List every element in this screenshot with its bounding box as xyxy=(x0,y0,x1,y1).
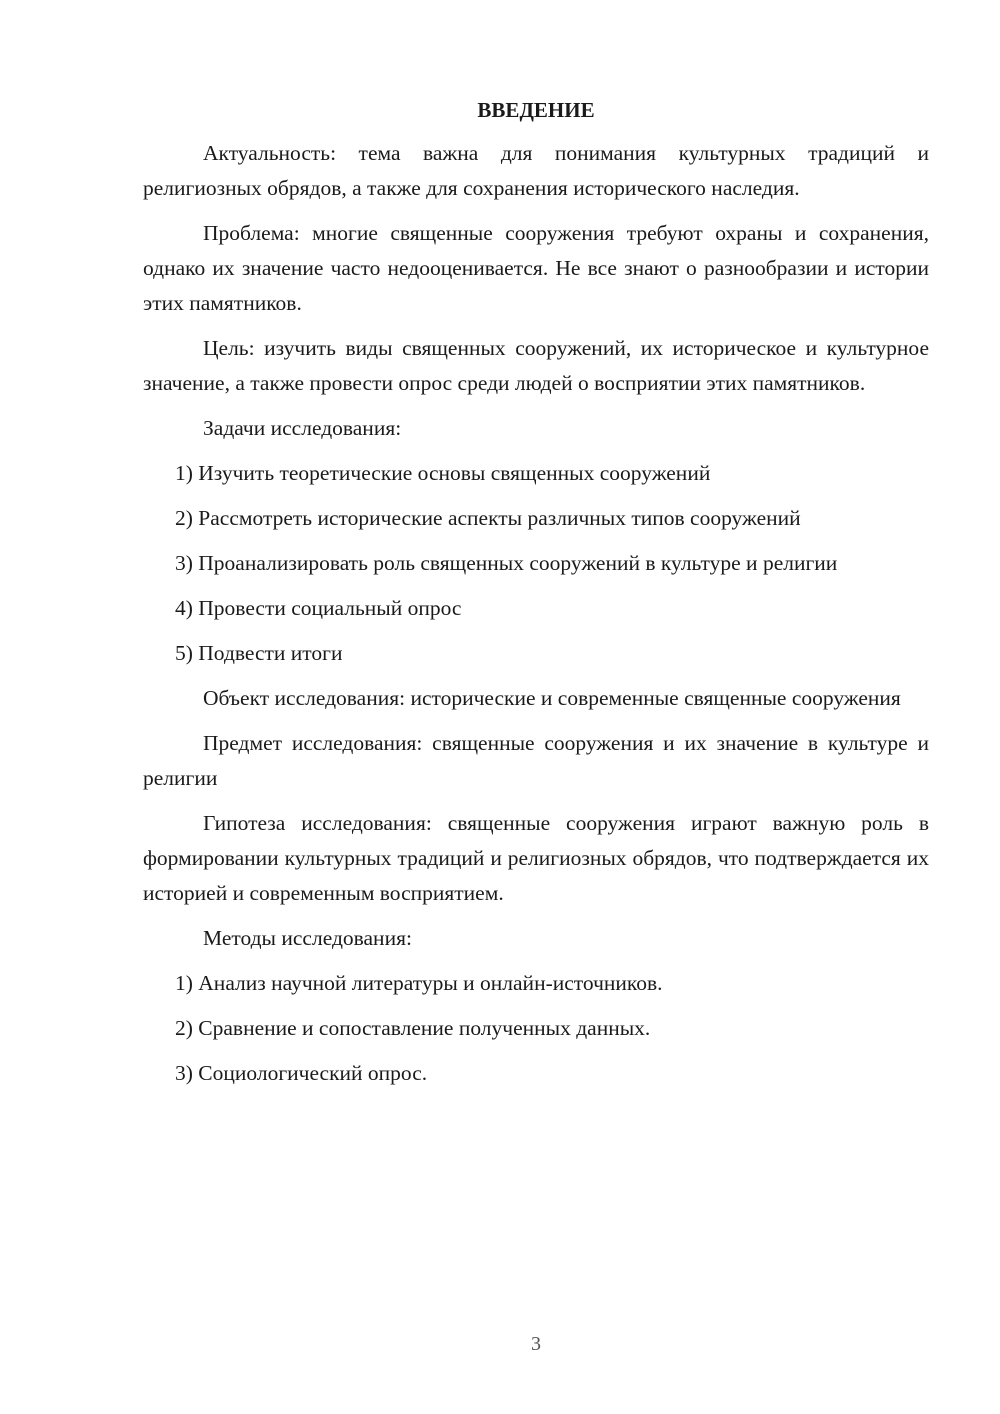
paragraph-hypothesis: Гипотеза исследования: священные сооружения играют важную роль в формировании культурных традиций и религиозных обрядов, что подтверждается их историей и современным восприятием. xyxy=(143,811,929,905)
method-item-2: 2) Сравнение и сопоставление полученных данных. xyxy=(175,1016,651,1040)
page-number: 3 xyxy=(531,1333,541,1355)
task-item-2: 2) Рассмотреть исторические аспекты различных типов сооружений xyxy=(175,506,801,530)
document-page xyxy=(143,90,929,1101)
task-item-1: 1) Изучить теоретические основы священных сооружений xyxy=(175,461,711,485)
method-item-1: 1) Анализ научной литературы и онлайн-источников. xyxy=(175,971,663,995)
task-item-5: 5) Подвести итоги xyxy=(175,641,343,665)
tasks-heading: Задачи исследования: xyxy=(203,416,402,440)
paragraph-object: Объект исследования: исторические и современные священные сооружения xyxy=(203,686,901,710)
task-item-4: 4) Провести социальный опрос xyxy=(175,596,462,620)
paragraph-subject: Предмет исследования: священные сооружения и их значение в культуре и религии xyxy=(143,731,929,790)
section-title: ВВЕДЕНИЕ xyxy=(477,98,595,122)
paragraph-problem: Проблема: многие священные сооружения требуют охраны и сохранения, однако их значение часто недооценивается. Не все знают о разнообразии и истории этих памятников. xyxy=(143,221,929,315)
task-item-3: 3) Проанализировать роль священных сооружений в культуре и религии xyxy=(175,551,838,575)
method-item-3: 3) Социологический опрос. xyxy=(175,1061,428,1085)
methods-heading: Методы исследования: xyxy=(203,926,412,950)
paragraph-relevance: Актуальность: тема важна для понимания культурных традиций и религиозных обрядов, а также для сохранения исторического наследия. xyxy=(143,141,929,200)
paragraph-goal: Цель: изучить виды священных сооружений, их историческое и культурное значение, а также провести опрос среди людей о восприятии этих памятников. xyxy=(143,336,929,395)
